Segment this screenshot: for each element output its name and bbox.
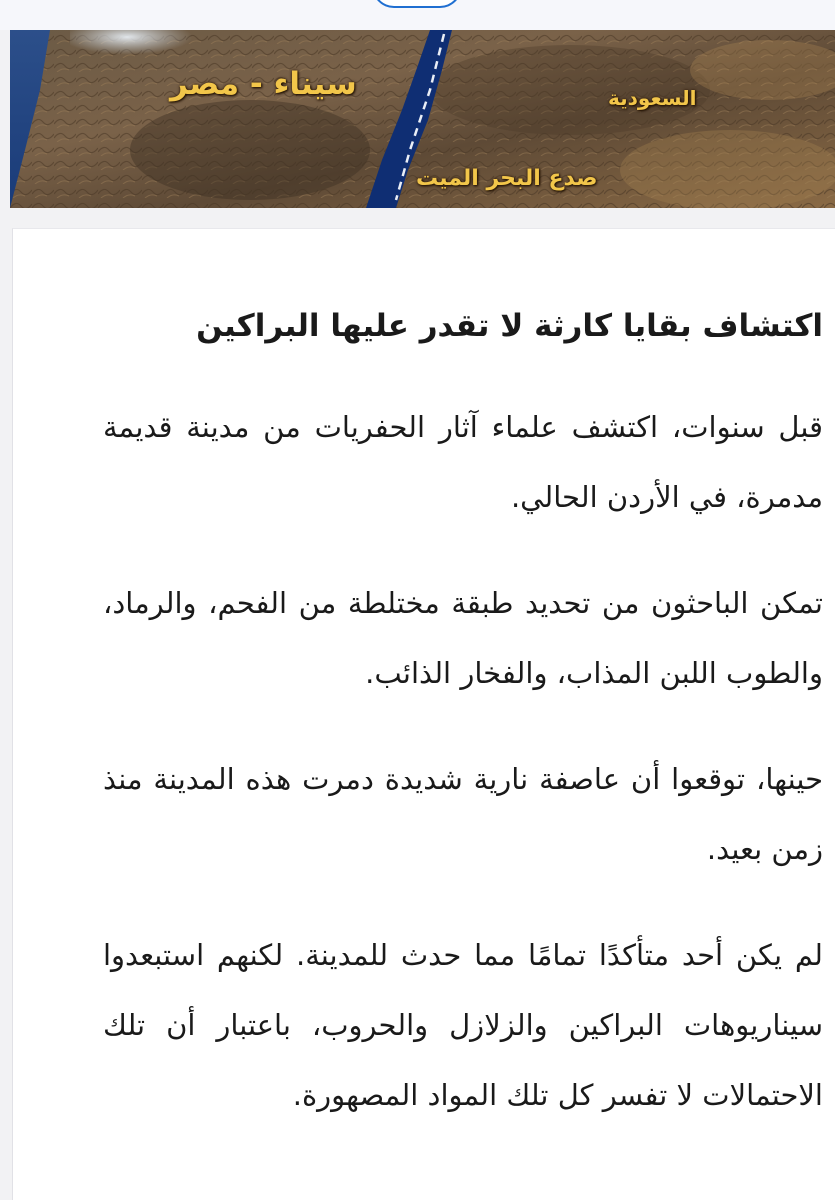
- article-hero-image: [10, 30, 835, 208]
- map-label-dead-sea-rift: صدع البحر الميت: [416, 166, 598, 191]
- map-label-sinai-egypt: سيناء - مصر: [170, 66, 357, 102]
- article-paragraph: حينها، توقعوا أن عاصفة نارية شديدة دمرت هذه المدينة منذ زمن بعيد.: [103, 762, 823, 866]
- article-paragraph: قبل سنوات، اكتشف علماء آثار الحفريات من مدينة قديمة مدمرة، في الأردن الحالي.: [103, 410, 823, 514]
- article-paragraph: لم يكن أحد متأكدًا تمامًا مما حدث للمدينة. لكنهم استبعدوا سيناريوهات البراكين والزلازل والحروب، باعتبار أن تلك الاحتمالات لا تفسر كل تلك المواد المصهورة.: [103, 938, 823, 1112]
- site-logo[interactable]: [372, 0, 462, 8]
- site-header: [0, 0, 835, 30]
- article-body: [103, 304, 823, 1166]
- map-label-saudi: السعودية: [608, 86, 697, 110]
- article-headline: اكتشاف بقايا كارثة لا تقدر عليها البراكين: [196, 308, 823, 344]
- article-paragraph: تمكن الباحثون من تحديد طبقة مختلطة من الفحم، والرماد، والطوب اللبن المذاب، والفخار الذائب.: [103, 586, 823, 690]
- article-card: [12, 228, 835, 1200]
